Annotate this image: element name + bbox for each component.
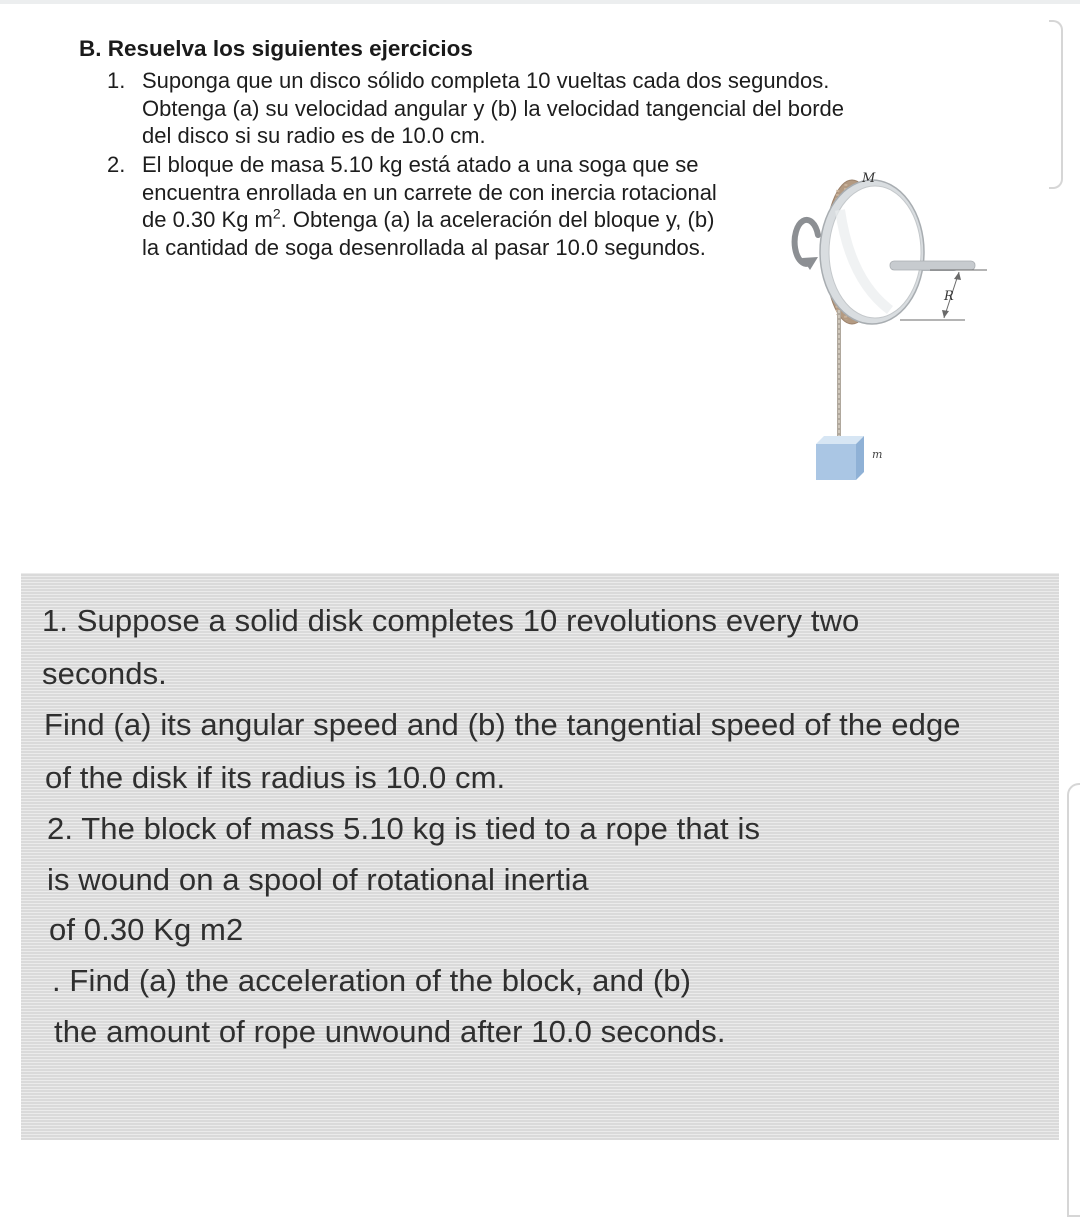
scroll-handle-top[interactable] [1049, 20, 1063, 189]
inertia-exponent: 2 [272, 205, 281, 222]
exercise-1 [107, 67, 942, 150]
exercise-line: Obtenga (a) su velocidad angular y (b) la velocidad tangencial del borde [142, 95, 844, 121]
disk-mass-label: M [862, 171, 876, 186]
exercise-line: El bloque de masa 5.10 kg está atado a una soga que se [142, 152, 699, 177]
inertia-text: de 0.30 Kg m [142, 207, 273, 232]
translation-line: the amount of rope unwound after 10.0 seconds. [54, 1014, 726, 1049]
inertia-text-rest: . Obtenga (a) la aceleración del bloque y, (b) [280, 207, 715, 232]
translation-line: . Find (a) the acceleration of the block, and (b) [52, 963, 692, 998]
exercise-line: del disco si su radio es de 10.0 cm. [142, 123, 486, 148]
top-divider [0, 0, 1080, 4]
radius-label: R [944, 289, 954, 304]
axle-front [890, 261, 975, 270]
section-heading: B. Resuelva los siguientes ejercicios [79, 36, 473, 61]
translation-line: 1. Suppose a solid disk completes 10 revolutions every two [42, 603, 860, 638]
translation-line: of the disk if its radius is 10.0 cm. [45, 760, 506, 795]
translation-panel [21, 573, 1059, 1140]
exercise-2 [107, 151, 782, 261]
block-mass-label: m [872, 448, 883, 461]
exercise-line [142, 206, 782, 234]
spool-diagram [780, 160, 995, 490]
exercise-number: 1. [107, 68, 126, 93]
translation-line: Find (a) its angular speed and (b) the tangential speed of the edge [44, 707, 961, 742]
translation-line: is wound on a spool of rotational inertia [47, 862, 589, 897]
exercise-line: Suponga que un disco sólido completa 10 vueltas cada dos segundos. [142, 68, 830, 93]
translation-line: 2. The block of mass 5.10 kg is tied to a rope that is [47, 811, 761, 846]
translation-line: seconds. [42, 656, 167, 691]
translation-line: of 0.30 Kg m2 [49, 912, 244, 947]
scroll-handle-bottom[interactable] [1067, 783, 1080, 1217]
hanging-block [816, 436, 864, 480]
rotation-arrow-icon [795, 220, 818, 270]
exercise-line: la cantidad de soga desenrollada al pasar 10.0 segundos. [142, 234, 706, 260]
exercise-number: 2. [107, 152, 126, 177]
exercise-line: encuentra enrollada en un carrete de con inercia rotacional [142, 179, 717, 205]
spool-disk [820, 180, 924, 324]
